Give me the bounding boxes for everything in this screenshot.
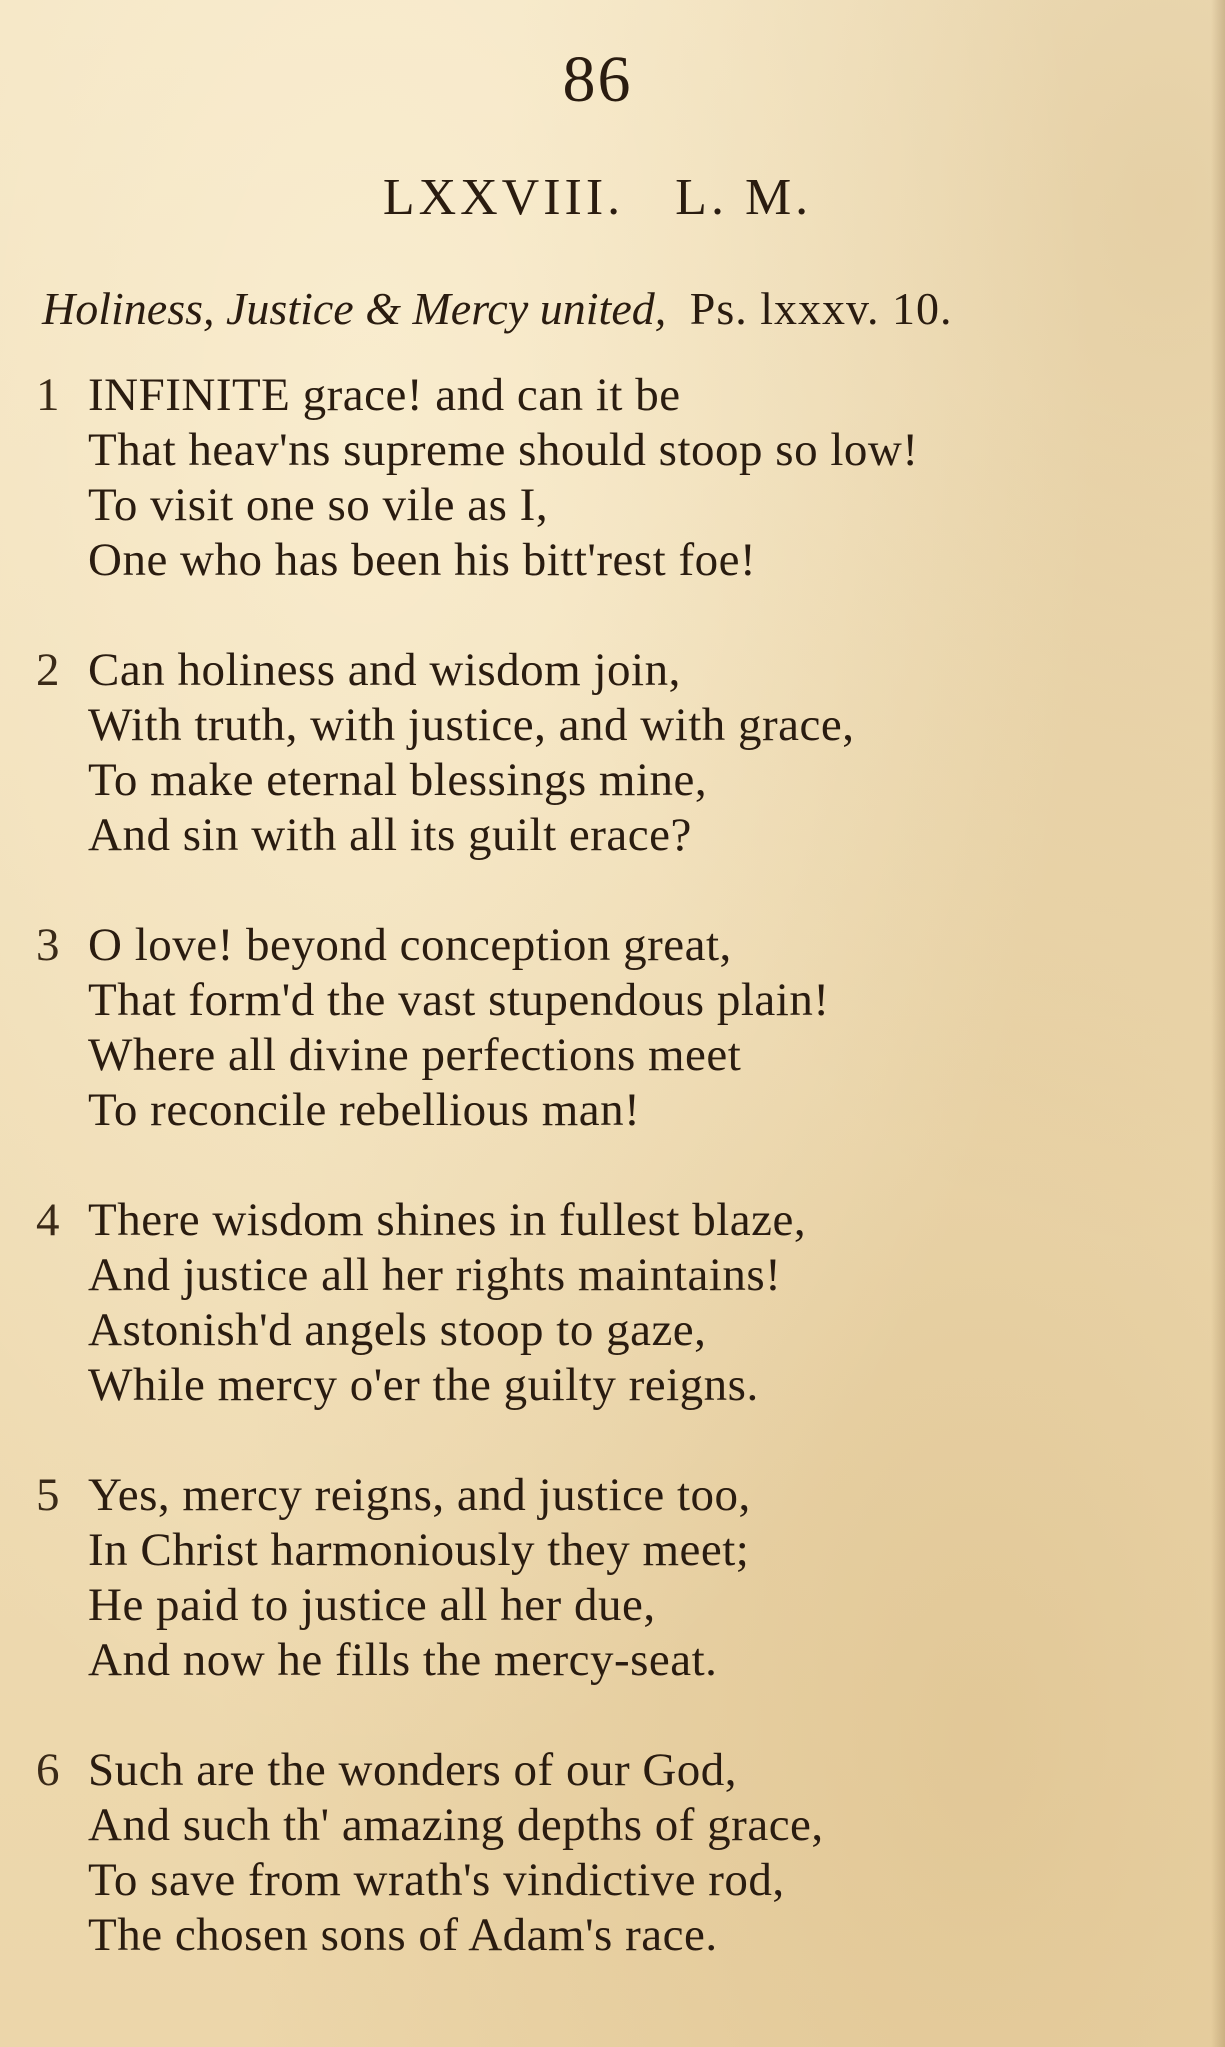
verse-line: To save from wrath's vindictive rod,: [88, 1854, 785, 1906]
verse-line: And now he fills the mercy-seat.: [88, 1634, 718, 1686]
verse-number: 3: [36, 919, 60, 971]
verse-line: With truth, with justice, and with grace,: [88, 699, 855, 751]
verse-line: INFINITE grace! and can it be: [88, 369, 681, 421]
hymn-title: LXXVIII. L. M.: [382, 169, 813, 226]
verse-line: To make eternal blessings mine,: [88, 754, 708, 806]
verse-line: Astonish'd angels stoop to gaze,: [88, 1304, 707, 1356]
verse-line: O love! beyond conception great,: [88, 919, 732, 971]
verse-line: The chosen sons of Adam's race.: [88, 1909, 718, 1961]
verse-line: While mercy o'er the guilty reigns.: [88, 1359, 759, 1411]
verse-lines: [88, 1468, 1198, 1688]
verse-line: Where all divine perfections meet: [88, 1029, 742, 1081]
hymn-subtitle: [42, 282, 1202, 335]
verse-line: And sin with all its guilt erace?: [88, 809, 692, 861]
verse-line: One who has been his bitt'rest foe!: [88, 534, 757, 586]
verse-lines: [88, 643, 1198, 863]
verse: [0, 918, 1225, 1138]
verse-line: He paid to justice all her due,: [88, 1579, 656, 1631]
verse-lines: [88, 918, 1198, 1138]
verse-line: And justice all her rights maintains!: [88, 1249, 782, 1301]
verse-lines: [88, 1193, 1198, 1413]
verse-line: That heav'ns supreme should stoop so low!: [88, 424, 919, 476]
verse-number: 4: [36, 1194, 60, 1246]
verse-number: 2: [36, 644, 60, 696]
verse: [0, 1468, 1225, 1688]
verse-line: To reconcile rebellious man!: [88, 1084, 641, 1136]
verse-lines: [88, 368, 1198, 588]
verse-line: Can holiness and wisdom join,: [88, 644, 681, 696]
verse: [0, 368, 1225, 588]
verse: [0, 1193, 1225, 1413]
verse-line: Such are the wonders of our God,: [88, 1744, 738, 1796]
verse: [0, 1743, 1225, 1963]
page-number: 86: [562, 43, 633, 116]
verse-line: That form'd the vast stupendous plain!: [88, 974, 830, 1026]
verse-number: 1: [36, 369, 60, 421]
verse-line: Yes, mercy reigns, and justice too,: [88, 1469, 751, 1521]
verse-number: 6: [36, 1744, 60, 1796]
subtitle-theme: Holiness, Justice & Mercy united,: [42, 283, 667, 334]
verse-lines: [88, 1743, 1198, 1963]
verse-line: There wisdom shines in fullest blaze,: [88, 1194, 807, 1246]
verse-line: And such th' amazing depths of grace,: [88, 1799, 824, 1851]
verse-line: To visit one so vile as I,: [88, 479, 549, 531]
verse: [0, 643, 1225, 863]
verse-list: [0, 368, 1225, 2018]
scripture-reference: Ps. lxxxv. 10.: [689, 283, 953, 334]
verse-number: 5: [36, 1469, 60, 1521]
verse-line: In Christ harmoniously they meet;: [88, 1524, 750, 1576]
